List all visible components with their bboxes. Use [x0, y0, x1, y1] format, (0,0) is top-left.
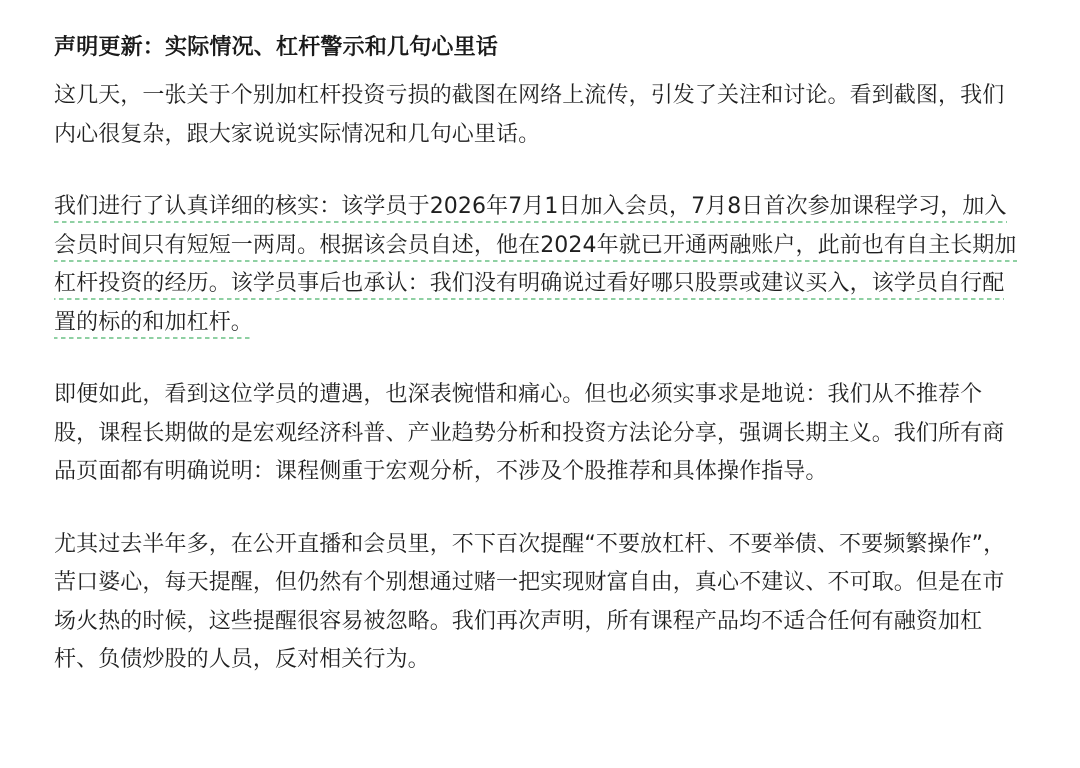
paragraph-warning: 尤其过去半年多，在公开直播和会员里，不下百次提醒“不要放杠杆、不要举债、不要频繁操作”，苦口婆心，每天提醒，但仍然有个别想通过赌一把实现财富自由，真心不建议、不可取。但是在市场火热的时候，这些提醒很容易被忽略。我们再次声明，所有课程产品均不适合任何有融资加杠杆、负债炒股的人员，反对相关行为。: [54, 531, 1006, 672]
article-title: 声明更新：实际情况、杠杆警示和几句心里话: [54, 35, 499, 60]
paragraph-verification: [54, 188, 1026, 342]
paragraph-position: 即便如此，看到这位学员的遭遇，也深表惋惜和痛心。但也必须实事求是地说：我们从不推荐个股，课程长期做的是宏观经济科普、产业趋势分析和投资方法论分享，强调长期主义。我们所有商品页面都有明确说明：课程侧重于宏观分析，不涉及个股推荐和具体操作指导。: [54, 382, 1005, 484]
highlighted-text[interactable]: 我们进行了认真详细的核实：该学员于2026年7月1日加入会员，7月8日首次参加课程学习，加入会员时间只有短短一两周。根据该会员自述，他在2024年就已开通两融账户，此前也有自主长期加杠杆投资的经历。该学员事后也承认：我们没有明确说过看好哪只股票或建议买入，该学员自行配置的标的和加杠杆。: [54, 194, 1017, 339]
paragraph-intro: 这几天，一张关于个别加杠杆投资亏损的截图在网络上流传，引发了关注和讨论。看到截图，我们内心很复杂，跟大家说说实际情况和几句心里话。: [54, 83, 1005, 147]
